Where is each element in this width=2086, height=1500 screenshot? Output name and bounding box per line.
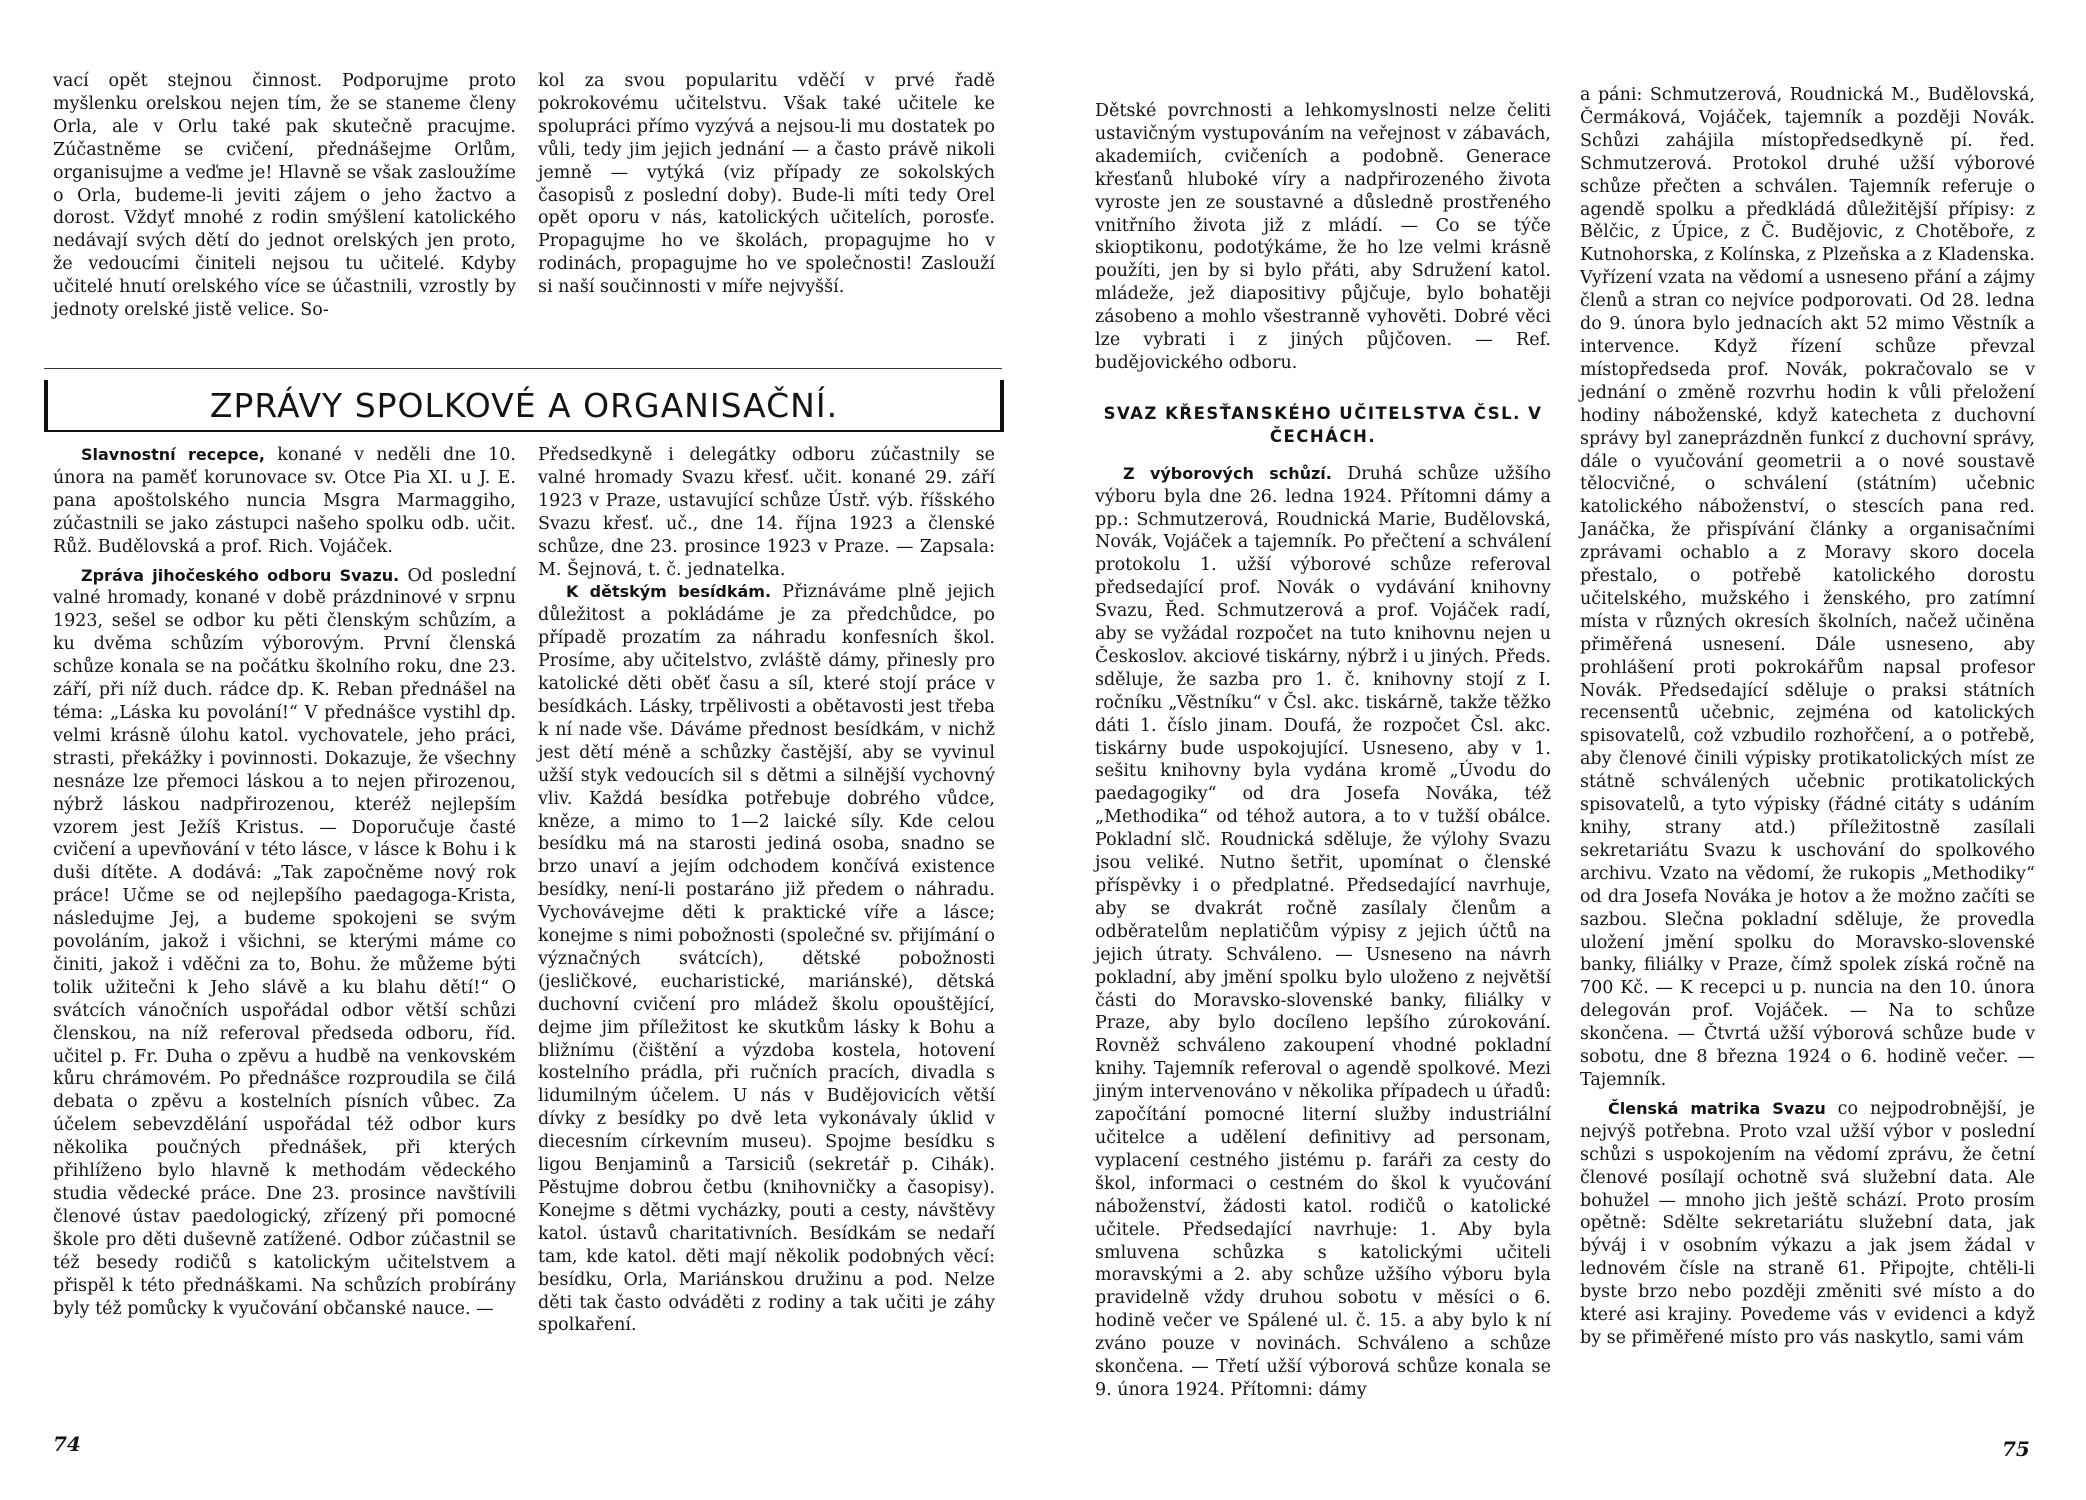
report-paragraph — [1095, 100, 1551, 375]
page-number-left: 74 — [53, 1432, 81, 1456]
paragraph-text: a páni: Schmutzerová, Roudnická M., Budělovská, Čermáková, Vojáček, tajemník a později Novák. Schůzi zahájila místopředsedkyně pí. řed. Schmutzerová. Protokol druhé užší výborové schůze přečten a schválen. Tajemník referuje o agendě spolku a předkládá důležitější přípisy: z Bělčic, z Úpice, z Č. Budějovic, z Chotěboře, z Kutnohorska, z Kolínska, z Plzeňska a z Kladenska. Vyřízení vzata na vědomí a usneseno přání a zájmy členů a stran co nejvíce podporovati. Od 28. ledna do 9. února bylo jednacích akt 52 mimo Věstník a intervence. Když řízení schůze převzal místopředseda prof. Novák, pokračovalo se v jednání o změně rozvrhu hodin k vůli přeložení hodiny náboženské, když katecheta z duchovní správy byl zaneprázdněn funkcí z duchovní správy, dále o vyučování geometrii a o nové soustavě tělocvičné, o schválení (státním) učebnic katolického náboženství, o stescích pana red. Janáčka, že přispívání články a organisačními zprávami ochablo a z Moravy skoro docela přestalo, o potřebě katolického dorostu učitelského, mužského i ženského, pro zatímní místa v různých okresích školních, načež učiněna přiměřená usnesení. Dále usneseno, aby prohlášení proti pokrokářům napsal profesor Novák. Předsedající sděluje o praksi státních recensentů učebnic, zejména od katolických spisovatelů, což vzbudilo rozhořčení, a o potřebě, aby členové činili výpisky protikatolických míst ze státně schválených učebnic protikatolických spisovatelů, a tyto výpisky (řádné citáty s udáním knihy, strany atd.) příležitostně zasílali sekretariátu Svazu k uschování do spolkového archivu. Vzato na vědomí, že rukopis „Methodiky“ od dra Josefa Nováka je hotov a že možno začíti se sazbou. Slečna pokladní sděluje, že provedla uložení jmění spolku do Moravsko-slovenské banky, filiálky v Praze, čímž spolek získá ročně na 700 Kč. — K recepci u p. nuncia na den 10. února delegován prof. Vojáček. — Na to schůze skončena. — Čtvrtá užší výborová schůze bude v sobotu, dne 8 března 1924 o 6. hodině večer. — Tajemník. — [1580, 85, 2035, 1090]
paragraph-text: Přiznáváme plně jejich důležitost a pokládáme je za předchůdce, po případě prozatím za náhradu konfesních škol. Prosíme, aby učitelstvo, zvláště dámy, přinesly pro katolické děti oběť času a síl, které stojí práce v besídkách. Lásky, trpělivosti a obětavosti jest třeba k ní nade vše. Dáváme přednost besídkám, v nichž jest dětí méně a schůzky častější, aby se vyvinul užší styk vedoucích sil s dětmi a silnější vychovný vliv. Každá besídka potřebuje dobrého vůdce, kněze, a mimo to 1—2 laické síly. Kde celou besídku má na starosti jediná osoba, snadno se brzo unaví a jejím odchodem končívá existence besídky, není-li postaráno již předem o náhradu. Vychovávejme děti k praktické víře a lásce; konejme s nimi pobožnosti (společné sv. přijímání o význačných svátcích), dětské pobožnosti (jesličkové, eucharistické, mariánské), dětská duchovní cvičení pro mládež školu opouštějící, dejme jim příležitost ke skutkům lásky k Bohu a bližnímu (čištění a výzdoba kostela, hotovení kostelního prádla, při ručních pracích, divadla s lidumilným účelem. U nás v Budějovicích větší dívky z besídky po dvě leta vykonávaly úklid v diecesním církevním museu). Spojme besídku s ligou Benjaminů a Tarsiciů (sekretář p. Cihák). Pěstujme dobrou četbu (knihovničky a časopisy). Konejme s dětmi vycházky, pouti a cesty, návštěvy katol. ústavů charitativních. Besídkám se nedaří tam, kde katol. děti mají několik podobných věcí: besídku, Orla, Mariánskou družinu a pod. Nelze děti tak často odváděti z rodiny a tak učiti je záhy spolkaření. — [538, 582, 995, 1336]
report-paragraph — [53, 565, 516, 1321]
article-continuation-text: kol za svou popularitu vděčí v prvé řadě pokrokovému učitelstvu. Však také učitele ke spolupráci přímo vyzývá a nejsou-li mu dostatek po vůli, tedy jim jejich jednání — a často právě nikoli jemně — vytýká (viz případy ze sokolských časopisů z poslední doby). Bude-li míti tedy Orel opět oporu v nás, katolických učitelích, porosťe. Propagujme ho ve školách, propagujme ho v rodinách, propagujme ho ve společnosti! Zaslouží si naší součinnosti v míře nejvyšší. — [538, 71, 995, 298]
paragraph-lead: K dětským besídkám. — [566, 582, 772, 602]
article-continuation-text: vací opět stejnou činnost. Podporujme proto myšlenku orelskou nejen tím, že se staneme členy Orla, ale v Orlu také pak skutečně pracujme. Zúčastněme se cvičení, přednášejme Orlům, organisujme a veďme je! Hlavně se však zasloužíme o Orla, budeme-li jeviti zájem o jeho žactvo a dorost. Vždyť mnohé z rodin smýšlení katolického nedávají svých dětí do jednot orelských jen proto, že vedoucími činiteli nejsou tu učitelé. Kdyby učitelé hnutí orelského více se účastnili, vzrostly by jednoty orelské jistě velice. So- — [53, 71, 516, 321]
left-top-column-1 — [53, 70, 516, 322]
paragraph-lead: Z výborových schůzí. — [1123, 463, 1332, 483]
right-column-2 — [1580, 84, 2035, 1350]
report-paragraph — [538, 444, 995, 581]
paragraph-lead: Členská matrika Svazu — [1608, 1098, 1826, 1118]
report-paragraph — [1580, 84, 2035, 1092]
paragraph-text: Dětské povrchnosti a lehkomyslnosti nelze čeliti ustavičným vystupováním na veřejnost v zábavách, akademiích, cvičeních a podobně. Generace křesťanů hluboké víry a nadpřirozeného života vyroste jen ze soustavné a důsledně prostřeného vnitřního života již z mládí. — Co se týče skioptikonu, podotýkáme, že ho lze velmi krásně použíti, jen by si bylo přáti, aby Sdružení katol. mládeže, jež diapositivy půjčuje, bylo bohatěji zásobeno a mohlo všestranně vyhověti. Dobré věci lze vybrati i z jiných půjčoven. — Ref. budějovického odboru. — [1095, 101, 1551, 373]
paragraph-lead: Slavnostní recepce, — [81, 445, 265, 464]
section-heading-box — [44, 380, 1004, 432]
section-heading: ZPRÁVY SPOLKOVÉ A ORGANISAČNÍ. — [209, 386, 839, 425]
paragraph-text: Předsedkyně i delegátky odboru zúčastnily se valné hromady Svazu křesť. učit. konané 29. září 1923 v Praze, ustavující schůze Ústř. výb. říšského Svazu křesť. uč., dne 14. října 1923 a členské schůze, dne 23. prosince 1923 v Praze. — Zapsala: M. Šejnová, t. č. jednatelka. — [538, 445, 995, 580]
page-number-right: 75 — [2002, 1437, 2030, 1461]
paragraph-text: Druhá schůze užšího výboru byla dne 26. ledna 1924. Přítomni dámy a pp.: Schmutzerová, Roudnická Marie, Budělovská, Novák, Vojáček a tajemník. Po přečtení a schválení protokolu 1. užší výborové schůze referoval předsedající prof. Novák o vydávání knihovny Svazu, Řed. Schmutzerová a prof. Vojáček radí, aby se vyžádal rozpočet na tuto knihovnu nejen u Českoslov. akciové tiskárny, nýbrž i u jiných. Předs. sděluje, že sazba pro 1. č. knihovny stojí z I. ročníku „Věstníku“ v Čsl. akc. tiskárně, takže těžko dáti 1. číslo jinam. Doufá, že rozpočet Čsl. akc. tiskárny bude uspokojující. Usneseno, aby v 1. sešitu knihovny byla vydána kromě „Úvodu do paedagogiky“ od dra Josefa Nováka, též „Methodika“ od téhož autora, a to v tužší obálce. Pokladní slč. Roudnická sděluje, že výlohy Svazu jsou veliké. Nutno šetřit, upomínat o členské příspěvky i o předplatné. Předsedající navrhuje, aby se dvakrát ročně zasílaly členům a odběratelům neplatičům výpisy z jejich účtů na jejich útraty. Schváleno. — Usneseno na návrh pokladní, aby jmění spolku bylo uloženo z největší části do Moravsko-slovenské banky, filiálky v Praze, aby bylo docíleno lepšího zúrokování. Rovněž schváleno zakoupení vhodné pokladní knihy. Tajemník referoval o agendě spolkové. Mezi jiným intervenováno v několika případech u úřadů: započítání pomocné literní služby industriální učitelce a udělení definitivy ad personam, vyplacení cestného jistému p. faráři za cesty do škol, informaci o cestném do škol k vyučování náboženství, žádosti katol. rodičů o katolické učitele. Předsedající navrhuje: 1. Aby byla smluvena schůzka s katolickými učiteli moravskými a 2. aby schůze užšího výboru byla pravidelně vždy druhou sobotu v měsíci o 6. hodině večer ve Spálené ul. č. 15. a aby bylo k ní zváno pouze v novinách. Schváleno a schůze skončena. — Třetí užší výborová schůze konala se 9. února 1924. Přítomni: dámy — [1095, 463, 1551, 1400]
section-top-rule — [44, 368, 1002, 369]
paragraph-text: Od poslední valné hromady, konané v době prázdninové v srpnu 1923, sešel se odbor ku pěti členským schůzím, a ku dvěma schůzím výborovým. První členská schůze konala se na počátku školního roku, dne 23. září, při níž duch. rádce dp. K. Reban přednášel na téma: „Láska ku povolání!“ V přednášce vystihl dp. velmi krásně úlohu katol. vychovatele, jeho práci, strasti, překážky i povinnosti. Dokazuje, že všechny nesnáze lze přemoci láskou a to nejen přirozenou, nýbrž láskou nadpřirozenou, kteréž nejlepším vzorem jest Ježíš Kristus. — Doporučuje časté cvičení a upevňování v této lásce, v lásce k Bohu i k duši dítěte. A dodává: „Tak započněme nový rok práce! Učme se od nejlepšího paedagoga-Krista, následujme Jej, a budeme spokojeni se svým povoláním, jakož i všichni, se kterými máme co činiti, jakož i vděčni za to, Bohu. že můžeme býti tolik užitečni k Jeho slávě a ku blahu dětí!“ O svátcích vánočních uspořádal odbor větší schůzi členskou, na níž referoval předseda odboru, říd. učitel p. Fr. Duha o zpěvu a hudbě na venkovském kůru chrámovém. Po přednášce rozproudila se čilá debata o zpěvu a kostelních písních vůbec. Za účelem sebevzdělání uspořádal též odbor kurs několika poučných přednášek, při kterých přihlíženo bylo hlavně k methodám vědeckého studia vědecké práce. Dne 23. prosince navštívili členové ústav paedologický, zřízený při pomocné škole pro děti duševně zatížené. Odbor zúčastnil se též besedy rodičů s katolickým učitelstvem a přispěl k této přednáškami. Na schůzích probírány byly též pomůcky k vyučování občanské nauce. — — [53, 565, 517, 1319]
report-paragraph — [53, 444, 516, 559]
left-top-column-2 — [538, 70, 995, 299]
section-title: SVAZ KŘESŤANSKÉHO UČITELSTVA ČSL. V ČECHÁCH. — [1103, 403, 1543, 446]
right-column-1 — [1095, 100, 1551, 1402]
left-column-3 — [53, 444, 516, 1320]
left-column-4 — [538, 444, 995, 1337]
paragraph-text: co nejpodrobnější, je nejvýš potřebna. Proto vzal užší výbor v poslední schůzi s uspokojením na vědomí zprávu, že četní členové posílají ochotně svá služební data. Ale bohužel — mnoho jich ještě schází. Proto prosím opětně: Sdělte sekretariátu služební data, jak býváj i v osobním výkazu a jak jsem žádal v lednovém čísle na straně 61. Připojte, chtěli-li byste brzo nebo později změniti své místo a do které asi krajiny. Povedeme vás v evidenci a když by se přiměřené místo pro vás naskytlo, sami vám — [1580, 1098, 2035, 1348]
report-paragraph — [538, 581, 995, 1337]
paragraph-lead: Zpráva jihočeského odboru Svazu. — [81, 565, 400, 585]
paragraph-text: konané v neděli dne 10. února na paměť korunovace sv. Otce Pia XI. u J. E. pana apoštolského nuncia Msgra Marmaggiho, zúčastnili se jako zástupci našeho spolku odb. učit. Růž. Budělovská a prof. Rich. Vojáček. — [53, 445, 516, 557]
report-paragraph — [1580, 1098, 2035, 1350]
report-paragraph — [1095, 463, 1551, 1402]
